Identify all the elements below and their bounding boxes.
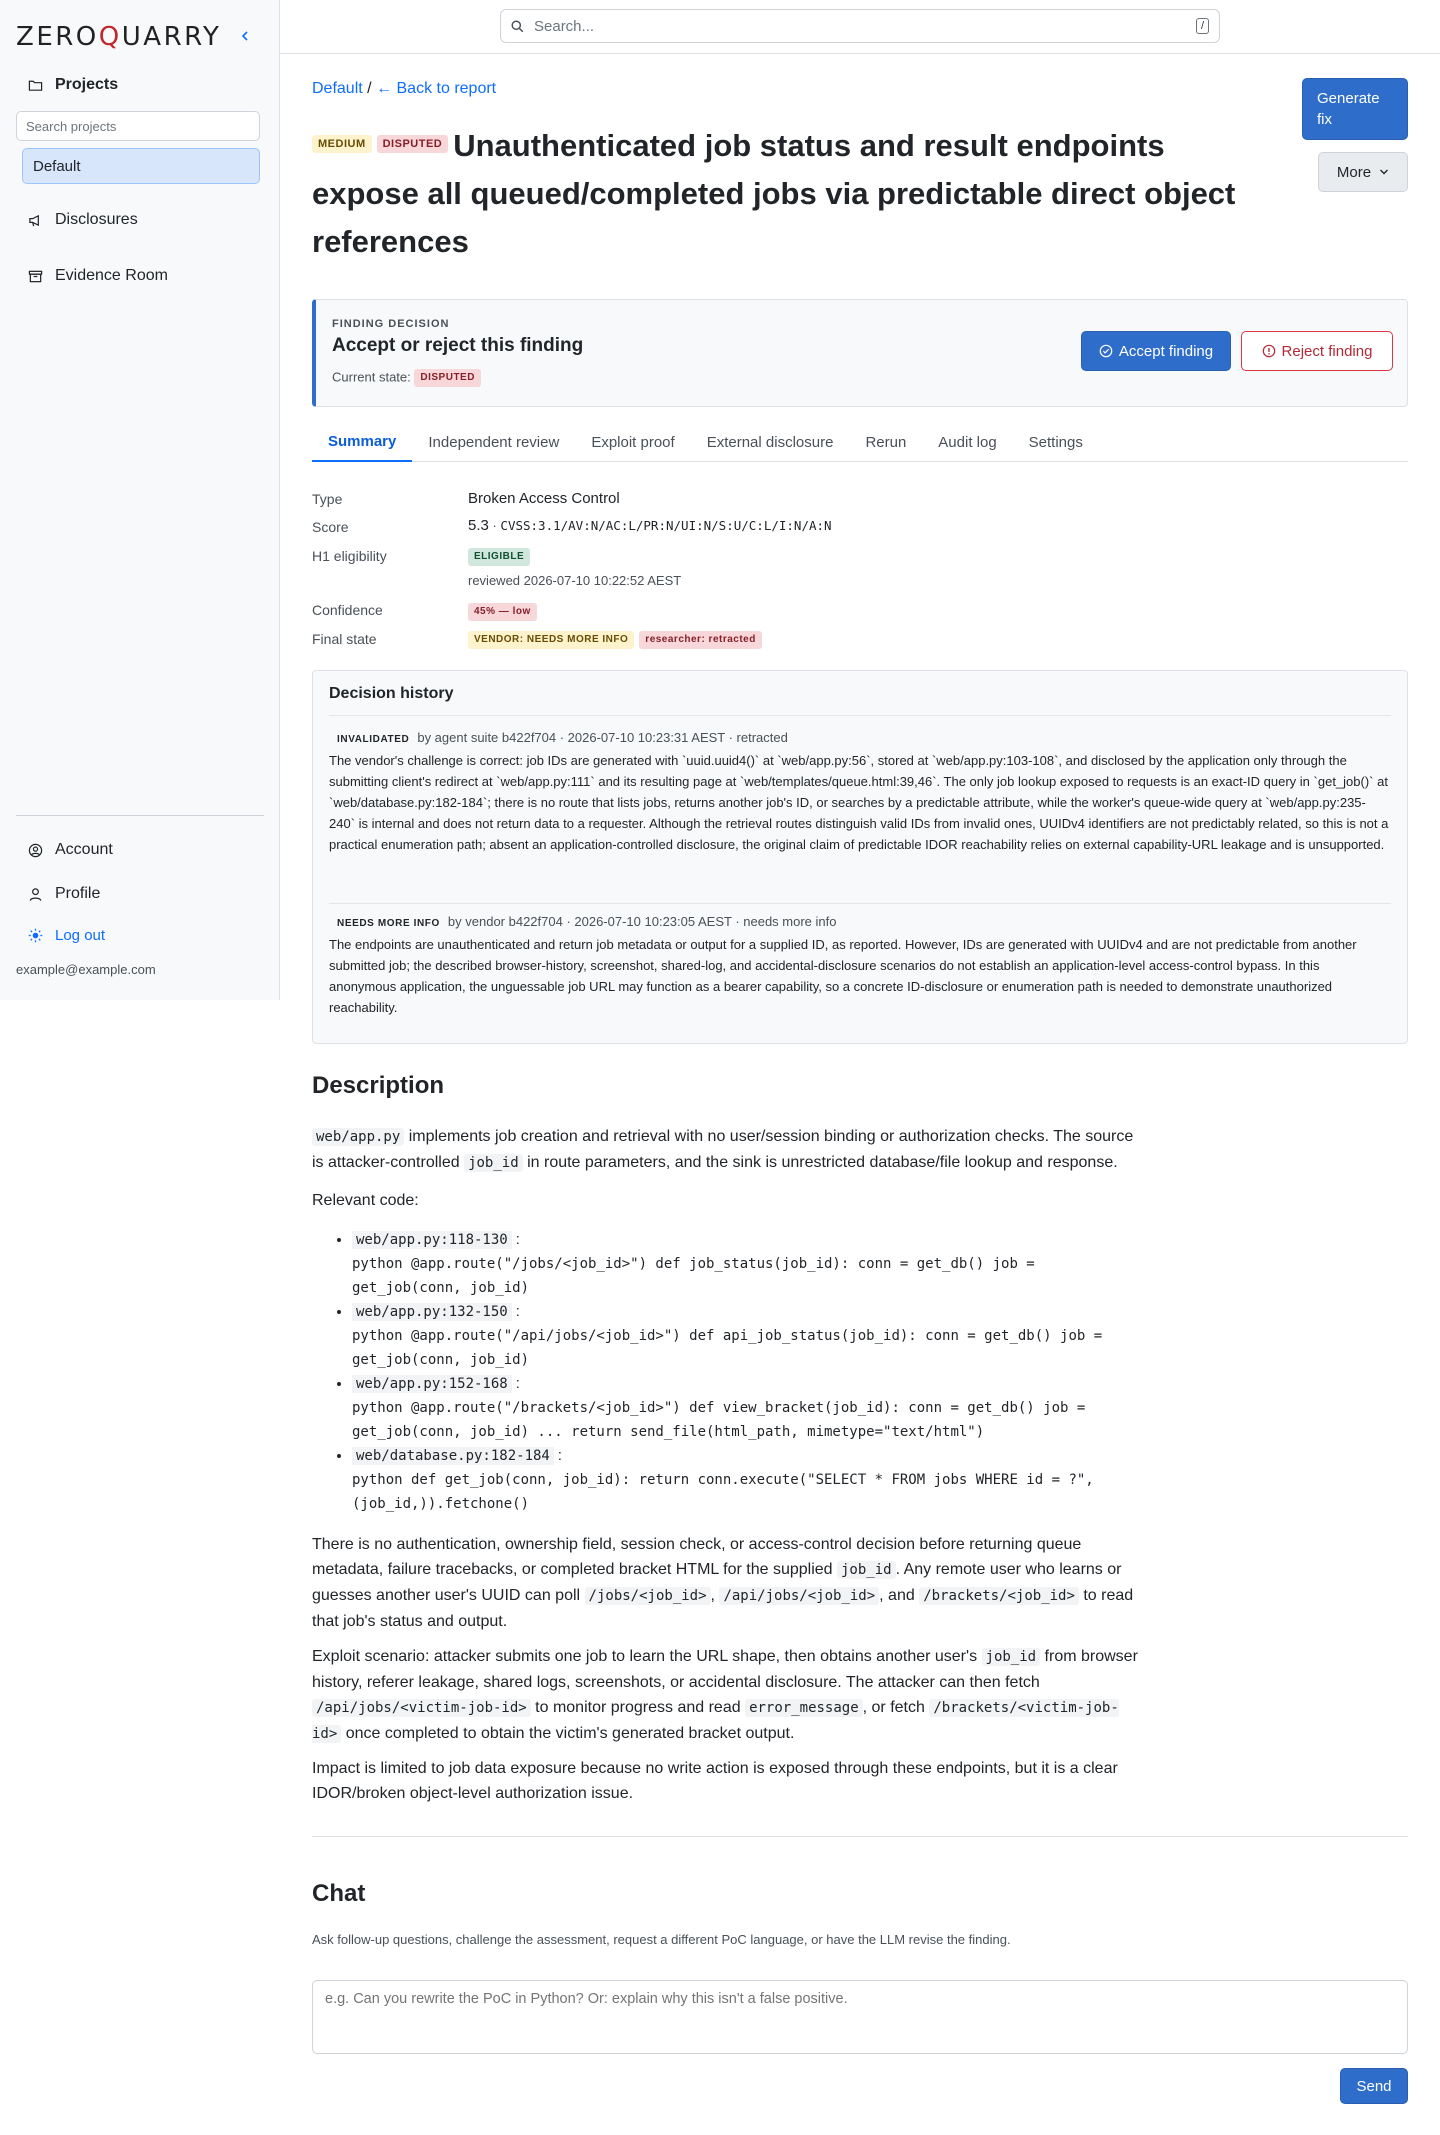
code-snippet: python @app.route("/api/jobs/<job_id>") def api_job_status(job_id): conn = get_db() job = get_job(conn, job_id) [352,1328,1103,1368]
history-tag: NEEDS MORE INFO [337,918,440,929]
final-state-value [468,631,767,649]
description-paragraph [312,1644,1142,1747]
history-entry-text: The vendor's challenge is correct: job IDs are generated with `uuid.uuid4()` at `web/app.py:56`, stored at `web/app.py:103-108`, and disclosed by the application only through the submitting client's redirect at `web/app.py:111` and its resulting page at `web/templates/queue.html:39,46`. The only job lookup exposed to requests is an exact-ID query in `get_job()` at `web/database.py:182-184`; there is no route that lists jobs, returns another job's ID, or searches by a predictable attribute, while the worker's queue-wide query at `web/app.py:235-240` is internal and does not return data to a requester. Although the retrieval routes distinguish valid IDs from invalid ones, UUIDv4 identifiers are not predictably related, so this is not a practical enumeration path; absent an application-controlled disclosure, the original claim of predictable IDOR reachability relies on external capability-URL leakage and is unsupported. [329,753,1389,852]
sidebar-item-label: Profile [55,885,101,902]
text: implements job creation and retrieval with no user/session binding or authorization checks. The source is attacker-controlled [312,1128,1134,1171]
text: once completed to obtain the victim's generated bracket output. [341,1725,795,1742]
history-entry-text: The endpoints are unauthenticated and return job metadata or output for a supplied ID, as reported. However, IDs are generated with UUIDv4 and are not predictable from another submitted job; the described browser-history, screenshot, shared-log, and accidental-disclosure scenarios do not establish an application-level access-control bypass. In this anonymous application, the unguessable job URL may function as a bearer capability, so a concrete ID-disclosure or enumeration path is needed to demonstrate unauthorized reachability. [329,937,1357,1015]
sidebar-item-profile[interactable] [28,885,100,903]
logo[interactable] [16,22,221,52]
chevron-left-icon[interactable] [240,28,250,44]
type-value: Broken Access Control [468,490,620,507]
user-email: example@example.com [16,962,156,977]
inline-code: job_id [837,1561,896,1579]
decision-current-state [332,369,486,387]
user-circle-icon [28,843,43,858]
history-meta: by agent suite b422f704 · 2026-07-10 10:23:31 AEST · retracted [417,730,788,745]
cvss-vector: CVSS:3.1/AV:N/AC:L/PR:N/UI:N/S:U/C:L/I:N/A:N [500,518,832,533]
finding-decision-panel [312,299,1408,407]
archive-icon [28,269,43,284]
code-file: web/app.py:152-168 [352,1375,512,1393]
text: There is no authentication, ownership field, session check, or access-control decision before returning queue metadata, failure tracebacks, or completed bracket HTML for the supplied [312,1536,1082,1578]
confidence-badge: 45% — low [468,603,537,621]
list-item: • web/app.py:118-130 : python @app.route("/jobs/<job_id>") def job_status(job_id): conn = get_db() job = get_job(conn, job_id) [352,1228,1142,1300]
logout-button[interactable] [28,927,105,944]
code-reference-list [332,1228,1142,1516]
eligible-badge: ELIGIBLE [468,548,530,566]
text: , [710,1587,720,1604]
list-item: • web/app.py:152-168 : python @app.route("/brackets/<job_id>") def view_bracket(job_id): conn = get_db() job = get_job(conn, job_id) ... return send_file(html_path, mimetype="text/html") [352,1372,1142,1444]
accept-label: Accept finding [1118,342,1214,360]
generate-fix-button[interactable] [1302,78,1408,140]
accept-finding-button[interactable] [1081,331,1231,371]
history-entry-header [329,914,1389,929]
text: , or fetch [862,1699,930,1716]
folder-icon [28,78,43,93]
divider [329,715,1391,716]
sidebar-project-default[interactable] [22,148,260,184]
confidence-label: Confidence [312,602,383,618]
divider [312,1836,1408,1837]
score-separator: · [488,518,501,533]
title-text: Unauthenticated job status and result endpoints expose all queued/completed jobs via predictable direct object references [312,128,1236,259]
send-button[interactable] [1340,2068,1408,2104]
sidebar-item-projects[interactable] [28,76,118,94]
breadcrumb-separator: / [367,80,372,97]
list-item: • web/database.py:182-184 : python def get_job(conn, job_id): return conn.execute("SELECT * FROM jobs WHERE id = ?", (job_id,)).fetchone() [352,1444,1142,1516]
sidebar [0,0,280,1000]
chat-help-text: Ask follow-up questions, challenge the assessment, request a different PoC language, or have the LLM revise the finding. [312,1932,1011,1947]
h1-eligibility-value [468,548,535,566]
text: from browser history, referer leakage, shared logs, screenshots, or accidental disclosure. The attacker can then fetch [312,1648,1138,1691]
check-circle-icon [1099,344,1113,358]
breadcrumb [312,80,496,98]
search-projects-placeholder: Search projects [26,118,117,134]
tab-summary[interactable]: Summary [312,422,412,462]
sun-icon [28,928,43,943]
text: , and [879,1587,920,1604]
h1-eligibility-label: H1 eligibility [312,548,387,564]
code-snippet: python @app.route("/brackets/<job_id>") def view_bracket(job_id): conn = get_db() job = get_job(conn, job_id) ... return send_file(html_path, mimetype="text/html") [352,1400,1086,1440]
decision-history [312,670,1408,1044]
description-paragraph: Impact is limited to job data exposure because no write action is exposed through these endpoints, but it is a clear IDOR/broken object-level authorization issue. [312,1760,1118,1802]
text: in route parameters, and the sink is unrestricted database/file lookup and response. [522,1154,1118,1171]
chat-input[interactable] [312,1980,1408,2054]
sidebar-item-disclosures[interactable] [28,211,138,229]
text: . Any remote user who learns or guesses another user's UUID can poll [312,1561,1122,1604]
inline-code: job_id [982,1648,1041,1666]
list-item: • web/app.py:132-150 : python @app.route("/api/jobs/<job_id>") def api_job_status(job_id): conn = get_db() job = get_job(conn, job_id) [352,1300,1142,1372]
reject-finding-button[interactable] [1241,331,1393,371]
code-snippet: python @app.route("/jobs/<job_id>") def job_status(job_id): conn = get_db() job = get_job(conn, job_id) [352,1256,1035,1296]
text: Exploit scenario: attacker submits one job to learn the URL shape, then obtains another user's [312,1648,982,1665]
search-icon [511,20,524,33]
inline-code: web/app.py [312,1128,404,1146]
tab-settings[interactable]: Settings [1028,433,1083,451]
researcher-state-badge: researcher: retracted [639,631,762,649]
search-placeholder: Search... [534,17,595,35]
chevron-down-icon [1379,167,1389,177]
search-shortcut: / [1196,18,1209,34]
sidebar-item-label: Account [55,841,113,858]
final-state-label: Final state [312,631,377,647]
status-badge: DISPUTED [377,135,449,153]
more-button[interactable] [1318,152,1408,192]
code-file: web/database.py:182-184 [352,1447,554,1465]
more-label: More [1336,163,1372,181]
sidebar-item-label: Disclosures [55,211,138,228]
description-heading: Description [312,1072,445,1099]
severity-badge: MEDIUM [312,135,372,153]
vendor-state-badge: VENDOR: NEEDS MORE INFO [468,631,634,649]
generate-fix-label: Generate fix [1317,90,1380,128]
logo-text: ZEROQUARRY [16,22,222,52]
tab-exploit-proof[interactable]: Exploit proof [591,433,675,451]
sidebar-item-evidence-room[interactable] [28,267,168,285]
score-value [468,517,832,534]
inline-code: /jobs/<job_id> [585,1587,711,1605]
text: to read that job's status and output. [312,1587,1134,1630]
project-label: Default [33,157,81,175]
code-snippet: python def get_job(conn, job_id): return conn.execute("SELECT * FROM jobs WHERE id = ?", (job_id,)).fetchone() [352,1472,1094,1512]
breadcrumb-project[interactable]: Default [312,80,363,97]
history-entry [329,914,1389,1018]
page-title [312,122,1272,266]
back-to-report-link[interactable]: ← Back to report [376,80,497,97]
logout-label: Log out [55,927,106,944]
h1-reviewed: reviewed 2026-07-10 10:22:52 AEST [468,573,682,588]
score-number: 5.3 [468,517,489,534]
alert-circle-icon [1262,344,1276,358]
history-tag: INVALIDATED [337,734,410,745]
inline-code: /brackets/<job_id> [919,1587,1079,1605]
state-badge: DISPUTED [414,369,481,387]
score-label: Score [312,519,349,535]
search-projects-input[interactable] [16,111,260,141]
decision-kicker: FINDING DECISION [332,318,450,330]
sidebar-divider [16,815,264,816]
type-label: Type [312,491,343,507]
history-entry-header [329,730,1389,745]
tab-audit-log[interactable]: Audit log [938,433,997,451]
tab-independent-review[interactable]: Independent review [428,433,560,451]
chat-heading: Chat [312,1880,366,1907]
inline-code: /api/jobs/<job_id> [719,1587,879,1605]
relevant-code-label: Relevant code: [312,1192,419,1209]
decision-history-title: Decision history [329,685,454,702]
megaphone-icon [28,213,43,228]
reject-label: Reject finding [1281,342,1373,360]
text: to monitor progress and read [530,1699,746,1716]
send-label: Send [1356,2077,1392,2095]
description-paragraph [312,1124,1142,1176]
history-entry [329,730,1389,855]
state-label: Current state: [332,369,411,385]
global-search-input[interactable] [500,9,1220,43]
tab-rerun[interactable]: Rerun [865,433,907,451]
code-file: web/app.py:118-130 [352,1231,512,1249]
history-meta: by vendor b422f704 · 2026-07-10 10:23:05 AEST · needs more info [447,914,837,929]
inline-code: /api/jobs/<victim-job-id> [312,1699,531,1717]
sidebar-item-account[interactable] [28,841,113,859]
tab-external-disclosure[interactable]: External disclosure [706,433,834,451]
inline-code: /brackets/<victim-job-id> [312,1700,1119,1742]
code-file: web/app.py:132-150 [352,1303,512,1321]
topbar [280,0,1440,54]
person-icon [28,887,43,902]
confidence-value [468,603,542,621]
divider [329,903,1391,904]
sidebar-item-label: Projects [55,76,119,93]
inline-code: error_message [745,1699,863,1717]
inline-code: job_id [464,1154,523,1172]
sidebar-item-label: Evidence Room [55,267,168,284]
description-paragraph [312,1532,1142,1634]
tab-bar [312,422,1408,462]
decision-title: Accept or reject this finding [332,335,584,356]
